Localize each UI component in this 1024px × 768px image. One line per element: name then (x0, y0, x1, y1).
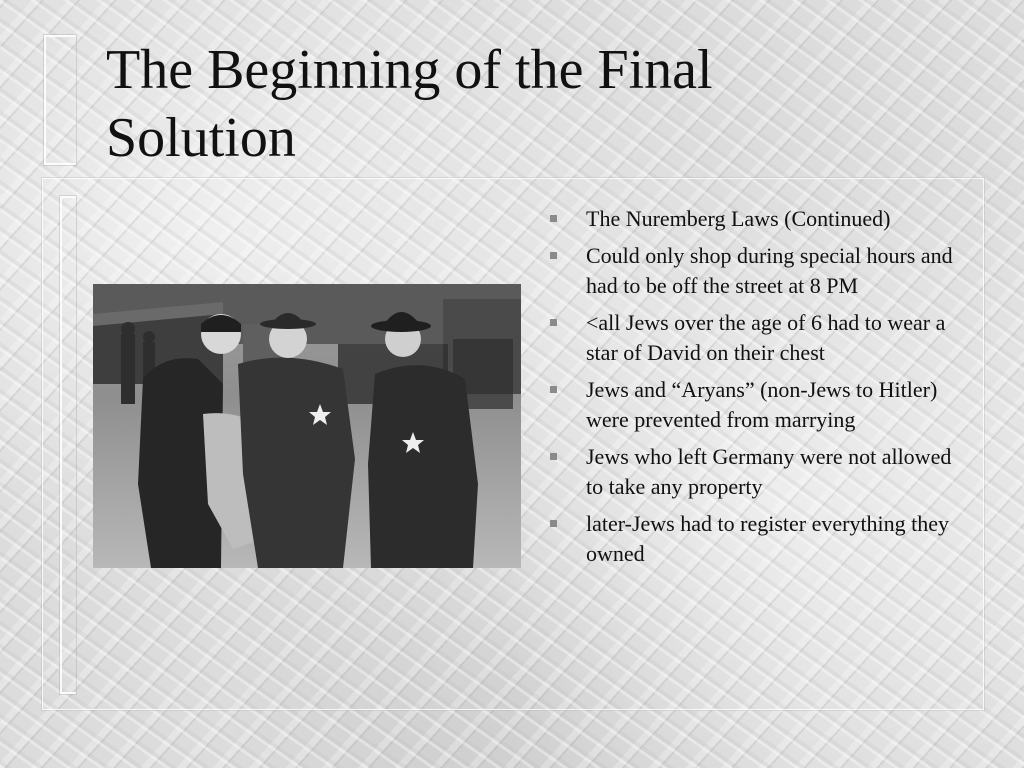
bullet-item (548, 204, 958, 234)
bullet-item (548, 308, 958, 368)
slide-title: The Beginning of the Final Solution (106, 39, 713, 169)
body-accent-bracket (60, 196, 76, 694)
bullet-text: Jews and “Aryans” (non-Jews to Hitler) were prevented from marrying (586, 377, 938, 432)
bullet-text: <all Jews over the age of 6 had to wear a star of David on their chest (586, 310, 946, 365)
bullet-text: Jews who left Germany were not allowed to take any property (586, 444, 952, 499)
bullet-item (548, 375, 958, 435)
bullet-list (548, 204, 958, 576)
square-bullet-icon (550, 453, 557, 460)
square-bullet-icon (550, 520, 557, 527)
square-bullet-icon (550, 252, 557, 259)
bullet-text: The Nuremberg Laws (Continued) (586, 206, 891, 231)
historical-photo (93, 284, 521, 568)
square-bullet-icon (550, 386, 557, 393)
square-bullet-icon (550, 319, 557, 326)
bullet-item (548, 509, 958, 569)
bullet-item (548, 241, 958, 301)
square-bullet-icon (550, 215, 557, 222)
photograph-image (93, 284, 521, 568)
bullet-text: Could only shop during special hours and had to be off the street at 8 PM (586, 243, 953, 298)
title-accent-bracket (44, 35, 76, 165)
bullet-text: later-Jews had to register everything they owned (586, 511, 950, 566)
bullet-item (548, 442, 958, 502)
